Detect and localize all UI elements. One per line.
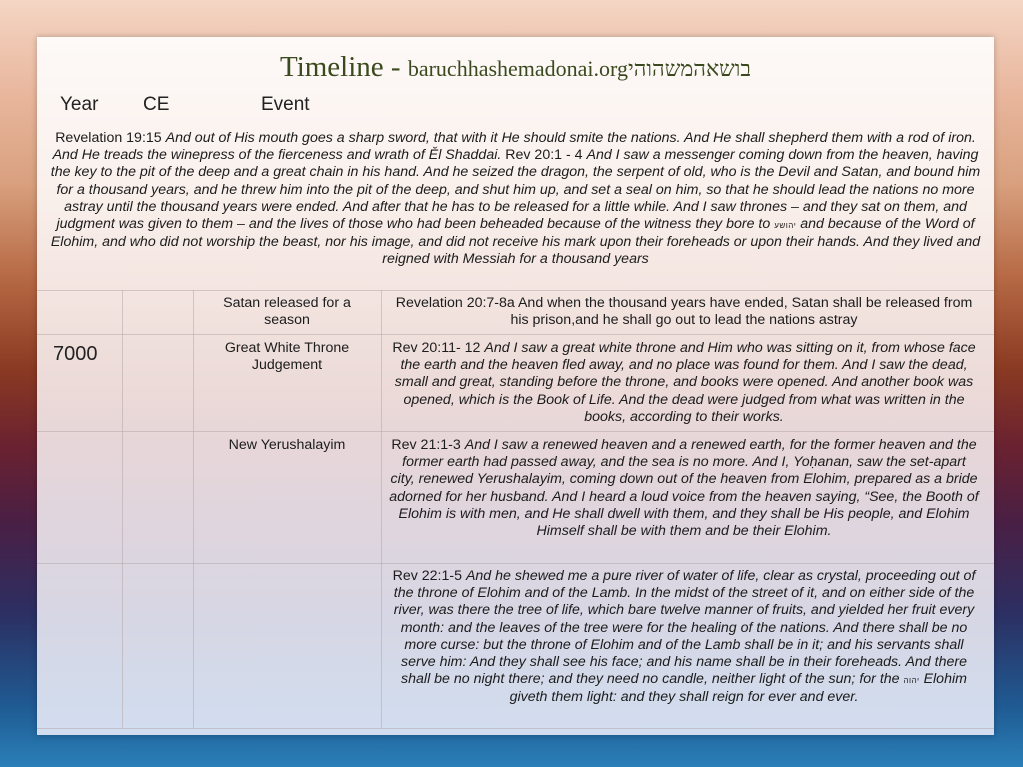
table-line [193, 290, 194, 728]
title-separator: - [383, 51, 408, 83]
year-cell: 7000 [53, 343, 98, 365]
intro-text-1: And out of His mouth goes a sharp sword, that with it He should smite the nations. And He shall shepherd them with a rod of iron. And He treads the winepress of the fierceness and wrath of Ěl Shaddai. [52, 130, 976, 164]
table-line [37, 728, 994, 729]
table-line [37, 431, 994, 432]
name-glyph: יהושע [774, 221, 797, 231]
table-line [37, 563, 994, 564]
table-line [37, 334, 994, 335]
scripture-cell [389, 568, 979, 707]
header-event: Event [261, 94, 310, 115]
name-glyph: יהוה [903, 676, 920, 686]
slide-panel [37, 37, 994, 735]
scripture-text: And I saw a renewed heaven and a renewed earth, for the former heaven and the former earth had passed away, and the sea is no more. And I, Yoḥanan, saw the set-apart city, renewed Yerushalayim, coming down out of the heaven from Elohim, prepared as a bride adorned for her husband. And I heard a loud voice from the heaven saying, “See, the Booth of Elohim is with men, and He shall dwell with them, and they shall be His people, and Elohim Himself shall be with them and be their Elohim. [389, 437, 979, 540]
intro-ref-2: Rev 20:1 - 4 [501, 147, 587, 164]
scripture-cell [389, 295, 979, 329]
event-cell: Great White Throne Judgement [224, 340, 350, 374]
scripture-ref: Rev 20:11- 12 [392, 340, 485, 356]
intro-text-2b: and because of the Word of Elohim, and who did not worship the beast, nor his image, and did not receive his mark upon their foreheads or upon their hands. And they lived and reigned with Messiah for a thousand years [50, 216, 981, 268]
title-main: Timeline [280, 51, 384, 83]
page-title [37, 51, 994, 84]
header-year: Year [60, 94, 99, 115]
intro-text-2a: And I saw a messenger coming down from the heaven, having the key to the pit of the deep and a great chain in his hand. And he seized the dragon, the serpent of old, who is the Devil and Satan, and bound him for a thousand years, and he threw him into the pit of the deep, and shut him up, and set a seal on him, so that he should lead the nations no more astray until the thousand years were ended. And after that he has to be released for a little while. And I saw thrones – and they sat on them, and judgment was given to them – and the lives of those who had been beheaded because of the witness they bore to [50, 147, 981, 233]
scripture-cell [389, 437, 979, 540]
scripture-cell [389, 340, 979, 426]
table-line [37, 290, 994, 291]
event-cell: New Yerushalayim [228, 437, 346, 453]
title-site: baruchhashemadonai.org [407, 56, 628, 81]
scripture-text: Elohim giveth them light: and they shall reign for ever and ever. [509, 671, 967, 706]
table-line [381, 290, 382, 728]
table-line [122, 290, 123, 728]
header-ce: CE [143, 94, 170, 115]
scripture-text: And he shewed me a pure river of water of life, clear as crystal, proceeding out of the throne of Elohim and of the Lamb. In the midst of the street of it, and on either side of the river, was there the tree of life, which bare twelve manner of fruits, and yielded her fruit every month: and the leaves of the tree were for the healing of the nations. And there shall be no more curse: but the throne of Elohim and of the Lamb shall be in it; and his servants shall serve him: And they shall see his face; and his name shall be in their foreheads. And there shall be no night there; and they need no candle, neither light of the sun; for the [393, 568, 976, 688]
intro-passage [47, 130, 984, 269]
intro-ref-1: Revelation 19:15 [55, 130, 166, 146]
scripture-ref: Rev 22:1-5 [392, 568, 466, 584]
title-hebrew: בושאהמשהוהי [627, 56, 751, 81]
scripture-text: And I saw a great white throne and Him who was sitting on it, from whose face the earth and the heaven fled away, and no place was found for them. And I saw the dead, small and great, standing before the throne, and books were opened. And another book was opened, which is the Book of Life. And the dead were judged from what was written in the books, according to their works. [394, 340, 976, 425]
event-cell: Satan released for a season [223, 295, 351, 329]
scripture-ref: Rev 21:1-3 [391, 437, 465, 453]
scripture-ref: Revelation 20:7-8a And when the thousand years have ended, Satan shall be released from his prison,and he shall go out to lead the nations astray [395, 295, 973, 329]
